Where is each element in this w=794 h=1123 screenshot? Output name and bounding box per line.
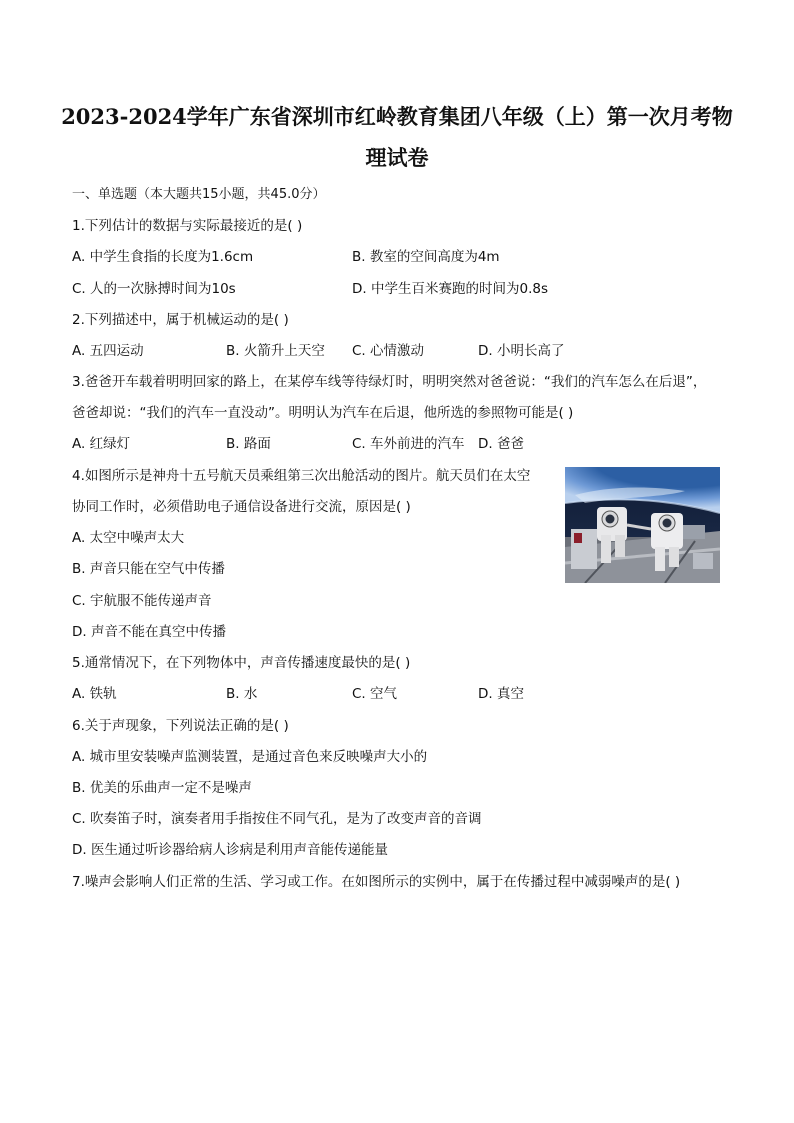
question-3-option-a: A. 红绿灯 [72,436,131,452]
question-5-option-d: D. 真空 [478,686,524,702]
question-6-stem: 6.关于声现象，下列说法正确的是( ) [72,718,289,734]
question-3-option-d: D. 爸爸 [478,436,524,452]
question-4-option-d: D. 声音不能在真空中传播 [72,624,226,640]
question-1-option-d: D. 中学生百米赛跑的时间为0.8s [352,281,548,297]
question-6-option-c: C. 吹奏笛子时，演奏者用手指按住不同气孔，是为了改变声音的音调 [72,811,482,827]
question-6-option-d: D. 医生通过听诊器给病人诊病是利用声音能传递能量 [72,842,388,858]
question-3-stem-line1: 3.爸爸开车载着明明回家的路上，在某停车线等待绿灯时，明明突然对爸爸说：“我们的汽车怎么在后退”， [72,374,707,390]
question-2-option-b: B. 火箭升上天空 [226,343,325,359]
question-4-option-b: B. 声音只能在空气中传播 [72,561,225,577]
question-2-option-c: C. 心情激动 [352,343,425,359]
question-4-option-a: A. 太空中噪声太大 [72,530,185,546]
question-6-option-b: B. 优美的乐曲声一定不是噪声 [72,780,252,796]
question-4-stem-line2: 协同工作时，必须借助电子通信设备进行交流，原因是( ) [72,499,411,515]
question-1-option-c: C. 人的一次脉搏时间为10s [72,281,236,297]
question-4-option-c: C. 宇航服不能传递声音 [72,593,212,609]
question-3-option-b: B. 路面 [226,436,271,452]
question-3-stem-line2: 爸爸却说：“我们的汽车一直没动”。明明认为汽车在后退，他所选的参照物可能是( ) [72,405,574,421]
spacewalk-photo [565,467,720,583]
question-5-option-c: C. 空气 [352,686,398,702]
question-1-stem: 1.下列估计的数据与实际最接近的是( ) [72,218,303,234]
question-4-stem-line1: 4.如图所示是神舟十五号航天员乘组第三次出舱活动的图片。航天员们在太空 [72,468,531,484]
question-5-option-b: B. 水 [226,686,258,702]
question-5-option-a: A. 铁轨 [72,686,117,702]
question-2-option-a: A. 五四运动 [72,343,144,359]
question-7-stem: 7.噪声会影响人们正常的生活、学习或工作。在如图所示的实例中，属于在传播过程中减弱噪声的是( ) [72,874,681,890]
question-1-option-a: A. 中学生食指的长度为1.6cm [72,249,254,265]
question-2-option-d: D. 小明长高了 [478,343,565,359]
question-1-option-b: B. 教室的空间高度为4m [352,249,500,265]
question-3-option-c: C. 车外前进的汽车 [352,436,465,452]
exam-title-line1: 2023-2024学年广东省深圳市红岭教育集团八年级（上）第一次月考物 [61,104,733,129]
section-heading: 一、单选题（本大题共15小题，共45.0分） [72,187,326,202]
question-5-stem: 5.通常情况下，在下列物体中，声音传播速度最快的是( ) [72,655,411,671]
exam-title-line2: 理试卷 [365,145,429,170]
question-2-stem: 2.下列描述中，属于机械运动的是( ) [72,312,289,328]
question-6-option-a: A. 城市里安装噪声监测装置，是通过音色来反映噪声大小的 [72,749,428,765]
